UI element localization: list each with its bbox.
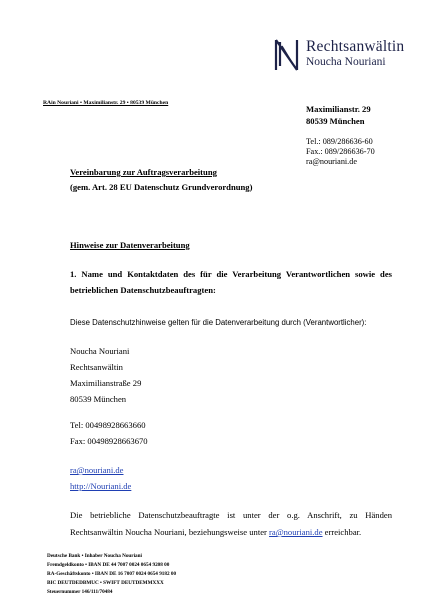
responsible-street: Maximilianstraße 29 bbox=[70, 378, 142, 388]
footer-tax-number: Steuernummer 146/111/70484 bbox=[47, 589, 113, 595]
footer-escrow-account: Fremdgeldkonto • IBAN DE 44 7007 0024 0654 9208 00 bbox=[47, 562, 170, 568]
subject-title: Vereinbarung zur Auftragsverarbeitung bbox=[70, 167, 217, 177]
sender-return-line: RAin Nouriani • Maximilianstr. 29 • 80539 München bbox=[43, 100, 169, 106]
dpo-text-suffix: erreichbar. bbox=[322, 527, 362, 537]
responsible-title: Rechtsanwältin bbox=[70, 362, 123, 372]
footer-business-account: RA-Geschäftskonto • IBAN DE 16 7007 0024 0654 9182 00 bbox=[47, 571, 177, 577]
subject-subtitle: (gem. Art. 28 EU Datenschutz Grundverordnung) bbox=[70, 182, 253, 192]
law-office-logo-icon bbox=[273, 36, 303, 74]
footer-bic-swift: BIC DEUTDEDBMUC • SWIFT DEUTDEMMXXX bbox=[47, 580, 164, 586]
address-email: ra@nouriani.de bbox=[306, 157, 357, 166]
logo-title: Rechtsanwältin bbox=[306, 38, 405, 55]
dpo-text-line2 bbox=[70, 527, 361, 537]
address-fax: Fax.: 089/286636-70 bbox=[306, 147, 375, 156]
dpo-text-line1: Die betriebliche Datenschutzbeauftragte ist unter der o.g. Anschrift, zu Händen bbox=[70, 510, 392, 520]
address-street: Maximilianstr. 29 bbox=[306, 104, 371, 114]
address-tel: Tel.: 089/286636-60 bbox=[306, 137, 373, 146]
responsible-city: 80539 München bbox=[70, 394, 127, 404]
logo-name: Noucha Nouriani bbox=[306, 56, 386, 68]
responsible-tel: Tel: 00498928663660 bbox=[70, 420, 146, 430]
email-link[interactable]: ra@nouriani.de bbox=[70, 465, 124, 475]
responsible-name: Noucha Nouriani bbox=[70, 346, 130, 356]
website-link[interactable]: http://Nouriani.de bbox=[70, 481, 132, 491]
section-heading: Hinweise zur Datenverarbeitung bbox=[70, 240, 190, 250]
address-city: 80539 München bbox=[306, 116, 365, 126]
item1-heading-line1: 1. Name und Kontaktdaten des für die Verarbeitung Verantwortlichen sowie des bbox=[70, 269, 392, 279]
intro-text: Diese Datenschutzhinweise gelten für die Datenverarbeitung durch (Verantwortlicher): bbox=[70, 318, 367, 327]
footer-bank: Deutsche Bank • Inhaber Noucha Nouriani bbox=[47, 553, 142, 559]
dpo-email-link[interactable]: ra@nouriani.de bbox=[269, 527, 323, 537]
responsible-fax: Fax: 00498928663670 bbox=[70, 436, 148, 446]
dpo-text-prefix: Rechtsanwältin Noucha Nouriani, beziehungsweise unter bbox=[70, 527, 270, 537]
item1-heading-line2: betrieblichen Datenschutzbeauftragten: bbox=[70, 285, 216, 295]
